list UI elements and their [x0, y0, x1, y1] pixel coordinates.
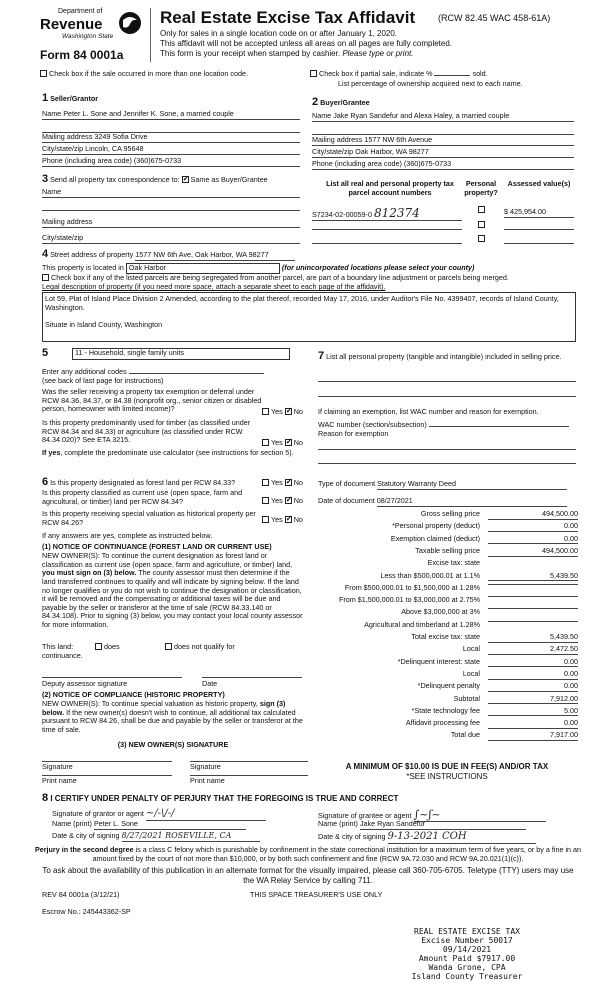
location-select[interactable]: Oak Harbor — [126, 263, 280, 274]
dept-revenue: Revenue — [40, 16, 103, 33]
segregated-checkbox[interactable] — [42, 274, 49, 281]
notice-1-a: NEW OWNER(S): To continue the current designation as forest land or classification as current use (open space, farm and agriculture, or timber) land, — [42, 551, 293, 569]
q6-forest-yes[interactable] — [262, 479, 269, 486]
tax-row-label: Gross selling price — [420, 509, 480, 518]
multi-location-checkbox[interactable] — [40, 70, 47, 77]
seller-phone: (360)675-0733 — [133, 156, 182, 165]
dept-of: Department of — [58, 8, 103, 15]
section-1-heading — [42, 92, 98, 105]
buyer-name-row — [312, 112, 574, 122]
deputy-date-line[interactable] — [202, 676, 302, 678]
legal-description-box[interactable] — [42, 292, 576, 342]
tax-row-value[interactable]: 0.00 — [488, 719, 578, 729]
seller-phone-row — [42, 157, 300, 167]
notice-2-title: (2) NOTICE OF COMPLIANCE (HISTORIC PROPERTY) — [42, 690, 225, 699]
q6-note: If any answers are yes, complete as instructed below. — [42, 531, 213, 540]
stamp-line: Excise Number 50017 — [421, 935, 513, 945]
tax-row-value[interactable] — [488, 621, 578, 622]
dept-state: Washington State — [62, 33, 114, 40]
no-label: No — [293, 407, 303, 416]
doc-type-label: Type of document — [318, 479, 376, 488]
q5-timber-no[interactable] — [285, 439, 292, 446]
section-2-number: 2 — [312, 96, 319, 108]
seller-phone-label: Phone (including area code) — [42, 156, 132, 165]
notice-2-c: If the new owner(s) doesn't wish to continue, all additional tax calculated pursuant to RCW 84.26, shall be due and payable by the seller or transferor at the time of sale. — [42, 707, 303, 734]
exemption-label: If claiming an exemption, list WAC number and reason for exemption. — [318, 407, 539, 416]
deputy-sig-line[interactable] — [42, 676, 182, 678]
parcel-number: S7234-02-00059-0 — [312, 210, 372, 219]
yes-label: Yes — [271, 478, 283, 487]
does-not-option[interactable] — [165, 643, 235, 652]
personal-cb-1[interactable] — [478, 206, 487, 215]
tax-row-label: Subtotal — [453, 693, 480, 703]
tax-row — [310, 731, 578, 742]
parcel-row-1 — [312, 206, 462, 221]
stamp-line: REAL ESTATE EXCISE TAX — [414, 927, 520, 936]
perjury-notice — [30, 846, 586, 863]
stamp-line: Amount Paid $7917.00 — [418, 953, 516, 963]
tax-row-value[interactable]: 5.00 — [488, 707, 578, 717]
notice-2-a: NEW OWNER(S): To continue special valuation as historic property, — [42, 699, 258, 708]
ifyes-bold: If yes — [42, 448, 61, 457]
q6-current-no[interactable] — [285, 497, 292, 504]
section-8-number: 8 — [42, 792, 49, 804]
reason-row — [318, 430, 388, 439]
tax-row-label: Total due — [450, 730, 480, 740]
grantor-signature: ~/-\/-/ — [145, 808, 175, 819]
stamp-line: Wanda Grone, CPA — [428, 962, 506, 972]
tax-row — [310, 559, 578, 570]
section-7-number: 7 — [318, 350, 325, 362]
q5-ifyes — [42, 449, 302, 458]
tax-row — [310, 682, 578, 693]
tax-row-value[interactable] — [488, 608, 578, 609]
q5-exemption-answer[interactable] — [262, 408, 303, 417]
q5-timber: Is this property predominantly used for timber (as classified under RCW 84.34 and 84.33) or agriculture (as classified under RCW 84.34.020)? See ETA 3215. — [42, 418, 251, 445]
owner-print-1-label: Print name — [42, 776, 77, 785]
tax-row — [310, 633, 578, 644]
uninc-note: (for unincorporated locations please select your county) — [281, 263, 475, 272]
subtitle-3 — [160, 49, 413, 59]
seller-heading: Seller/Grantor — [50, 94, 99, 103]
buyer-heading: Buyer/Grantee — [320, 98, 370, 107]
buyer-phone-label: Phone (including area code) — [312, 159, 402, 168]
notice-3-title: (3) NEW OWNER(S) SIGNATURE — [117, 740, 229, 749]
q6-current-use-answer[interactable] — [262, 497, 303, 506]
stamp-line: Island County Treasurer — [411, 971, 523, 981]
tax-row-label: Exemption claimed (deduct) — [390, 533, 480, 543]
tax-row-value[interactable]: 7,912.00 — [488, 695, 578, 705]
personal-checkbox-3[interactable] — [478, 235, 485, 242]
section-2-heading — [312, 96, 370, 109]
grantee-name-row — [318, 820, 526, 830]
situate: Situate in Island County, Washington — [45, 320, 163, 330]
buyer-mail-row — [312, 136, 574, 146]
section-3-number: 3 — [42, 173, 49, 185]
q6-forest-answer[interactable] — [262, 479, 303, 488]
multi-location-check[interactable] — [40, 70, 248, 79]
street-label: Street address of property — [50, 250, 134, 259]
subtitle-3-text: This form is your receipt when stamped by cashier. — [160, 49, 341, 58]
tax-row-label: Local — [462, 644, 480, 654]
q6-forest-text: Is this property designated as forest land per RCW 84.33? — [50, 478, 236, 487]
located-label: This property is located in — [42, 263, 124, 272]
tax-row-value[interactable]: 494,500.00 — [488, 547, 578, 557]
tax-row-label: *Personal property (deduct) — [392, 521, 480, 531]
citation: (RCW 82.45 WAC 458-61A) — [438, 13, 551, 23]
corr-name-label: Name — [42, 187, 62, 196]
additional-codes-label: Enter any additional codes — [42, 367, 127, 376]
yes-label: Yes — [271, 438, 283, 447]
personal-checkbox-1[interactable] — [478, 206, 485, 213]
buyer-phone: (360)675-0733 — [403, 159, 452, 168]
owner-sig-1-label: Signature — [42, 762, 73, 771]
personal-cb-3[interactable] — [478, 235, 487, 244]
section-6-number: 6 — [42, 476, 49, 488]
tax-row — [310, 719, 578, 730]
tax-row-label: Excise tax: state — [427, 558, 480, 568]
grantor-name: Peter L. Sone — [94, 820, 246, 830]
does-checkbox[interactable] — [95, 643, 102, 650]
same-as-buyer-label: Same as Buyer/Grantee — [190, 175, 268, 184]
q6-current-yes[interactable] — [262, 497, 269, 504]
partial-sale-checkbox[interactable] — [310, 70, 317, 77]
notice-1-body — [42, 552, 304, 630]
tax-row — [310, 707, 578, 718]
q6-historic-answer[interactable] — [262, 516, 303, 525]
grantor-date-row — [52, 831, 260, 842]
tax-row-label: Affidavit processing fee — [405, 718, 480, 728]
grantee-date-city: 9-13-2021 COH — [388, 831, 536, 844]
deputy-sig-label: Deputy assessor signature — [42, 679, 128, 688]
dor-logo — [40, 8, 150, 48]
escrow-number: Escrow No.: 245443362-SP — [42, 907, 131, 916]
legal-label: Legal description of property (if you need more space, attach a separate sheet to each page of the affidavit). — [42, 282, 386, 291]
perjury-bold: Perjury in the second degree — [34, 845, 134, 854]
owner-print-2-label: Print name — [190, 776, 225, 785]
buyer-mail-label: Mailing address — [312, 135, 363, 144]
wac-label: WAC number (section/subsection) — [318, 420, 427, 429]
grantee-name-label: Name (print) — [318, 819, 358, 828]
tax-row — [310, 522, 578, 533]
segregated-label: Check box if any of the listed parcels are being segregated from another parcel, are part of a boundary line adjustment or parcels being merged. — [51, 273, 509, 282]
tax-row-value[interactable]: 0.00 — [488, 682, 578, 692]
buyer-city: Oak Harbor, WA 98277 — [355, 147, 429, 156]
personal-checkbox-2[interactable] — [478, 221, 485, 228]
grantor-sig-label: Signature of grantor or agent — [52, 809, 144, 818]
notice-2-body — [42, 700, 304, 735]
tax-row-value[interactable]: 5,439.50 — [488, 572, 578, 582]
buyer-city-label: City/state/zip — [312, 147, 354, 156]
q5-timber-answer[interactable] — [262, 439, 303, 448]
section-7-label — [318, 350, 576, 363]
subtitle-3-italic: Please type or print. — [342, 49, 414, 58]
page-title: Real Estate Excise Tax Affidavit — [160, 8, 416, 27]
legal-description: Lot 59, Plat of Island Place Division 2 Amended, according to the plat thereof, recorded May 17, 2016, under Auditor's File No. 4399407, records of Island County, Washington. — [45, 294, 559, 312]
street-address: 1577 NW 6th Ave, Oak Harbor, WA 98277 — [135, 251, 295, 261]
notice-2-b: sign (3) below. — [42, 699, 286, 717]
q5-exemption-no[interactable] — [285, 408, 292, 415]
list-pct: List percentage of ownership acquired next to each name. — [338, 79, 523, 88]
section-1-number: 1 — [42, 92, 49, 104]
tax-row-label: *Delinquent interest: state — [397, 656, 480, 666]
tax-row-value[interactable]: 2,472.50 — [488, 645, 578, 655]
treasurer-stamp — [392, 928, 542, 982]
tax-row-label: Taxable selling price — [415, 545, 480, 555]
doc-date: 08/27/2021 — [377, 497, 567, 507]
tax-row-label: From $1,500,000.01 to $3,000,000 at 2.75% — [338, 595, 480, 605]
grantee-signature: ∫~ʃ~ — [413, 808, 441, 821]
grantee-date-row — [318, 831, 536, 844]
same-as-buyer-checkbox[interactable] — [182, 176, 189, 183]
partial-sale-check[interactable] — [310, 70, 488, 79]
tax-row-label: Agricultural and timberland at 1.28% — [364, 619, 480, 629]
doc-date-row — [318, 497, 567, 507]
grantee-date-label: Date & city of signing — [318, 832, 386, 841]
q6-historic-no[interactable] — [285, 516, 292, 523]
yes-label: Yes — [271, 407, 283, 416]
corr-city-label: City/state/zip — [42, 233, 84, 242]
tax-row-value[interactable]: 0.00 — [488, 522, 578, 532]
grantor-name-label: Name (print) — [52, 819, 92, 828]
does-not-checkbox[interactable] — [165, 643, 172, 650]
grantor-date-city: 8/27/2021 ROSEVILLE, CA — [122, 831, 260, 842]
tax-row-value[interactable]: 0.00 — [488, 535, 578, 545]
deputy-date-label: Date — [202, 679, 218, 688]
tax-row-label: Less than $500,000.01 at 1.1% — [380, 570, 480, 580]
tax-row-label: *Delinquent penalty — [417, 681, 480, 691]
tax-row — [310, 547, 578, 558]
does-option[interactable] — [95, 643, 120, 652]
cert-text: I CERTIFY UNDER PENALTY OF PERJURY THAT THE FOREGOING IS TRUE AND CORRECT — [50, 794, 399, 803]
buyer-name-label: Name — [312, 111, 332, 120]
yes-label: Yes — [271, 515, 283, 524]
doc-type-row — [318, 480, 567, 490]
buyer-city-row — [312, 148, 574, 158]
tax-row-label: Above $3,000,000 at 3% — [401, 607, 480, 617]
no-label: No — [293, 478, 303, 487]
rev-number: REV 84 0001a (3/12/21) — [42, 890, 120, 899]
personal-cb-2[interactable] — [478, 221, 487, 230]
wa-logo-icon — [115, 10, 145, 36]
tax-row — [310, 695, 578, 706]
tax-row — [310, 535, 578, 546]
notice-1-b: you must sign on (3) below. — [42, 568, 137, 578]
section-3-row — [42, 173, 268, 186]
owner-sig-2-label: Signature — [190, 762, 221, 771]
tax-row — [310, 621, 578, 632]
grantee-name: Jake Ryan Sandefur — [360, 820, 526, 830]
tax-row-value[interactable]: 7,917.00 — [488, 731, 578, 741]
tax-row-label: From $500,000.01 to $1,500,000 at 1.28% — [344, 582, 480, 592]
corr-name-row — [42, 188, 300, 198]
tax-row — [310, 670, 578, 681]
perjury-text: is a class C felony which is punishable by confinement in the state correctional institution for a maximum term of five years, or by a fine in an amount fixed by the court of not more than $10,000, or by both such confinement and fine (RCW 9A.72.030 and RCW 9A.20.021(1)(c)). — [92, 845, 582, 863]
doc-date-label: Date of document — [318, 496, 375, 505]
tax-row — [310, 608, 578, 619]
seller-mail-row — [42, 133, 300, 143]
subtitle-1: Only for sales in a single location code on or after January 1, 2020. — [160, 29, 398, 38]
seller-name-label: Name — [42, 109, 62, 118]
parcel-col-header: List all real and personal property tax parcel account numbers — [326, 179, 454, 197]
tax-row — [310, 658, 578, 669]
q5-exemption: Was the seller receiving a property tax exemption or deferral under RCW 84.36, 84.37, or 84.38 (nonprofit org., senior citizen or disabled person, homeowner with limited income)? — [42, 387, 262, 414]
grantee-sig-label: Signature of grantee or agent — [318, 811, 412, 820]
q6-current-use: Is this property classified as current use (open space, farm and agricultural, or timber) land per RCW 84.34? — [42, 488, 243, 506]
q6-forest-no[interactable] — [285, 479, 292, 486]
seller-name: Peter L. Sone and Jennifer K. Sone, a married couple — [63, 109, 234, 118]
personal-property-label: List all personal property (tangible and intangible) included in selling price. — [326, 352, 562, 361]
seller-name-row — [42, 110, 300, 120]
tax-row-value[interactable]: 0.00 — [488, 658, 578, 668]
seller-mail-label: Mailing address — [42, 132, 93, 141]
subtitle-2: This affidavit will not be accepted unless all areas on all pages are fully completed. — [160, 39, 453, 48]
tax-row-label: Local — [462, 668, 480, 678]
tax-row — [310, 510, 578, 521]
no-label: No — [293, 515, 303, 524]
minimum-due: A MINIMUM OF $10.00 IS DUE IN FEE(S) AND/OR TAX — [345, 762, 549, 771]
personal-col-header: Personal property? — [464, 179, 498, 197]
reason-label: Reason for exemption — [318, 429, 389, 438]
see-back: (see back of last page for instructions) — [42, 376, 164, 385]
tax-row — [310, 596, 578, 607]
form-number: Form 84 0001a — [40, 48, 124, 62]
does-not-label: does not qualify for — [174, 642, 235, 651]
use-code-select[interactable]: 11 - Household, single family units — [72, 348, 290, 360]
corr-mail-row — [42, 218, 300, 228]
section-5-number: 5 — [42, 347, 49, 359]
section-3-label: Send all property tax correspondence to: — [50, 175, 180, 184]
stamp-line: 09/14/2021 — [442, 944, 492, 954]
no-label: No — [293, 438, 303, 447]
treasurer-only: THIS SPACE TREASURER'S USE ONLY — [250, 890, 383, 899]
grantor-name-row — [52, 820, 246, 830]
this-land-label: This land: — [42, 642, 74, 651]
seller-city: Lincoln, CA 95648 — [85, 144, 144, 153]
see-instructions: *SEE INSTRUCTIONS — [406, 772, 488, 781]
buyer-mail: 1577 NW 6th Avenue — [364, 135, 433, 144]
tax-row — [310, 572, 578, 583]
tax-row — [310, 584, 578, 595]
notice-1-title: (1) NOTICE OF CONTINUANCE (FOREST LAND OR CURRENT USE) — [42, 542, 272, 551]
sold-label: sold. — [472, 69, 488, 78]
notice-1-c: The county assessor must then determine if the land transferred continues to qualify and will indicate by signing below. If the land no longer qualifies or you do not wish to continue the designation or classification, it will be removed and the compensating or additional taxes will be due and payable by the seller or transferor at the time of sale (RCW 84.33.140 or 84.34.108). Prior to signing (3) below, you may contact your local county assessor for more information. — [42, 568, 303, 630]
does-label: does — [104, 642, 120, 651]
q5-exemption-yes[interactable] — [262, 408, 269, 415]
ifyes-text: , complete the predominate use calculator (see instructions for section 5). — [60, 448, 294, 457]
doc-type: Statutory Warranty Deed — [377, 480, 567, 490]
tax-row-value[interactable] — [488, 596, 578, 597]
q5-timber-yes[interactable] — [262, 439, 269, 446]
q6-historic: Is this property receiving special valuation as historical property per RCW 84.26? — [42, 509, 256, 527]
q6-historic-yes[interactable] — [262, 516, 269, 523]
buyer-name: Jake Ryan Sandefur and Alexa Haley, a married couple — [333, 111, 510, 120]
alternate-format: To ask about the availability of this publication in an alternate format for the visually impaired, please call 360-705-6705. Teletype (TTY) users may use the WA Relay Service by calling 711. — [42, 866, 574, 885]
tax-row-label: Total excise tax: state — [411, 632, 480, 641]
certification — [42, 792, 398, 805]
no-label: No — [293, 496, 303, 505]
tax-row-value[interactable]: 5,439.50 — [488, 633, 578, 643]
assessed-col-header: Assessed value(s) — [507, 179, 571, 188]
tax-row-value[interactable] — [488, 584, 578, 585]
tax-row-label: *State technology fee — [411, 705, 480, 715]
seller-mail: 3249 Sofia Drive — [94, 132, 148, 141]
continuance-label: continuance. — [42, 651, 83, 660]
section-4-number: 4 — [42, 248, 49, 260]
partial-sale-label: Check box if partial sale, indicate % — [319, 69, 433, 78]
corr-mail-label: Mailing address — [42, 217, 93, 226]
grantor-date-label: Date & city of signing — [52, 831, 120, 840]
seller-city-row — [42, 145, 300, 155]
parcel-handwritten: 812374 — [373, 206, 420, 220]
tax-row-value[interactable]: 494,500.00 — [488, 510, 578, 520]
tax-row-value[interactable]: 0.00 — [488, 670, 578, 680]
yes-label: Yes — [271, 496, 283, 505]
tax-row — [310, 645, 578, 656]
seller-city-label: City/state/zip — [42, 144, 84, 153]
buyer-phone-row — [312, 160, 574, 170]
multi-location-label: Check box if the sale occurred in more than one location code. — [49, 69, 248, 78]
corr-city-row — [42, 234, 300, 244]
street-address-row — [42, 248, 295, 261]
assessed-value-1: $ 425,954.00 — [504, 208, 574, 218]
